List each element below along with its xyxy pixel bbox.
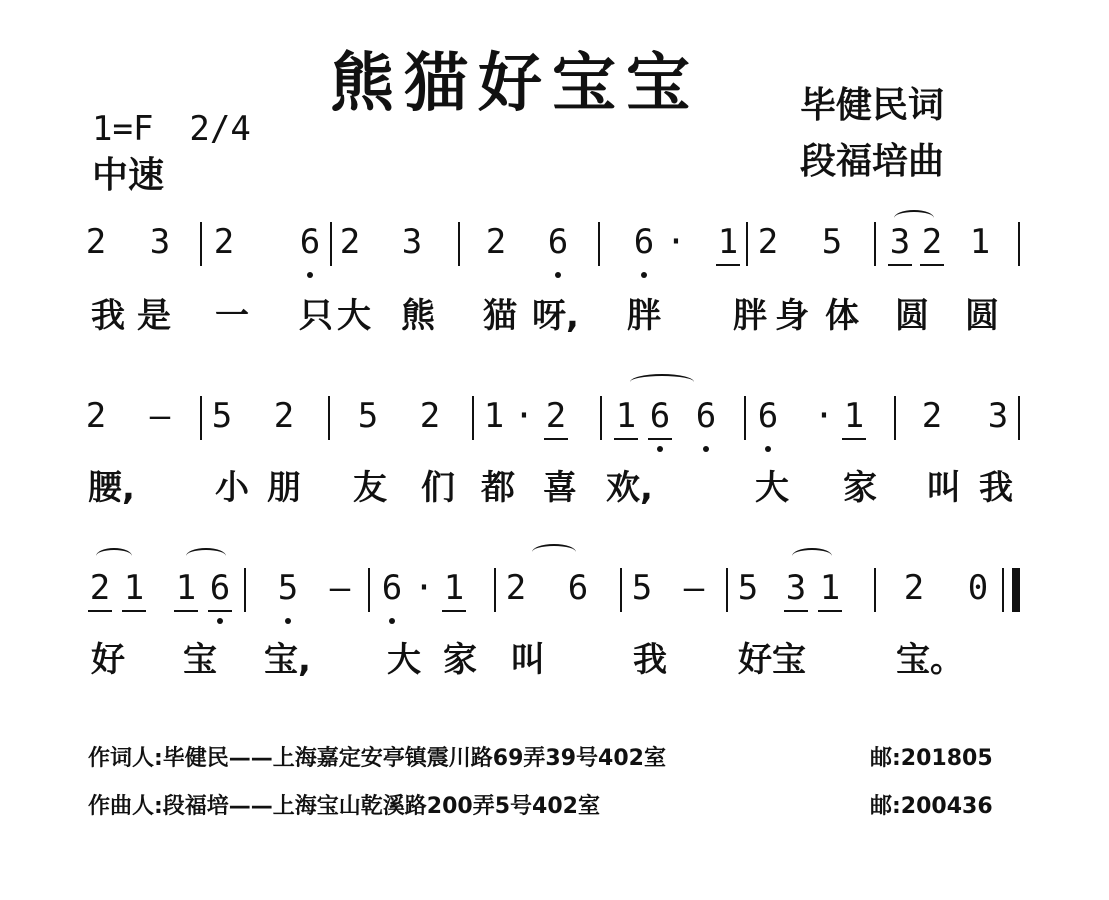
- note: 1: [838, 396, 870, 436]
- barline: [726, 568, 728, 612]
- lyric: 呀,: [532, 296, 579, 336]
- note: 3: [884, 222, 916, 262]
- note: 6: [644, 396, 676, 436]
- note: 2: [903, 568, 925, 608]
- barline: [330, 222, 332, 266]
- barline: [600, 396, 602, 440]
- lyric: 欢,: [606, 468, 653, 508]
- final-barline-thick: [1012, 568, 1020, 612]
- note-dot: ·: [665, 222, 687, 262]
- dash: —: [149, 396, 171, 436]
- note: 6: [294, 222, 326, 262]
- note: 2: [419, 396, 441, 436]
- note: 5: [737, 568, 759, 608]
- note: 0: [967, 568, 989, 608]
- note: 2: [213, 222, 235, 262]
- note: 2: [485, 222, 507, 262]
- lyric: 宝: [183, 640, 217, 680]
- lyric: 胖: [627, 296, 661, 336]
- note: 3: [987, 396, 1009, 436]
- lyric: 大: [337, 296, 371, 336]
- barline: [598, 222, 600, 266]
- lyric: 们: [421, 468, 455, 508]
- note: 3: [149, 222, 171, 262]
- note: 6: [752, 396, 784, 436]
- note: 1: [814, 568, 846, 608]
- lyricist-credit: 毕健民词: [800, 85, 945, 126]
- note: 5: [272, 568, 304, 608]
- lyricist-address: 作词人:毕健民——上海嘉定安亭镇震川路69弄39号402室: [88, 746, 666, 771]
- dash: —: [329, 568, 351, 608]
- barline: [744, 396, 746, 440]
- barline: [244, 568, 246, 612]
- composer-address: 作曲人:段福培——上海宝山乾溪路200弄5号402室: [88, 794, 600, 819]
- barline: [472, 396, 474, 440]
- lyric: 一: [215, 296, 249, 336]
- lyric: 我: [633, 640, 667, 680]
- slur: [792, 548, 832, 564]
- barline: [200, 396, 202, 440]
- lyric: 是: [137, 296, 171, 336]
- lyric: 叫: [927, 468, 961, 508]
- note: 2: [757, 222, 779, 262]
- slur: [96, 548, 132, 564]
- note: 2: [273, 396, 295, 436]
- barline: [458, 222, 460, 266]
- barline: [1018, 396, 1020, 440]
- slur: [186, 548, 226, 564]
- lyric: 大: [755, 468, 789, 508]
- lyric: 圆: [965, 296, 999, 336]
- lyric: 好宝: [738, 640, 806, 680]
- lyric: 家: [843, 468, 877, 508]
- lyric: 猫: [483, 296, 517, 336]
- note: 6: [204, 568, 236, 608]
- barline: [874, 568, 876, 612]
- note: 1: [438, 568, 470, 608]
- lyric: 我: [979, 468, 1013, 508]
- note: 2: [540, 396, 572, 436]
- note: 6: [690, 396, 722, 436]
- key-and-time-signature: [92, 109, 251, 149]
- note: 5: [631, 568, 653, 608]
- key-signature: 1=F: [92, 109, 154, 149]
- note: 5: [211, 396, 233, 436]
- dash: —: [683, 568, 705, 608]
- lyric: 喜: [543, 468, 577, 508]
- tempo-marking: 中速: [92, 155, 165, 196]
- slur: [630, 374, 694, 390]
- slur: [532, 544, 576, 560]
- note-dot: ·: [413, 568, 435, 608]
- barline: [746, 222, 748, 266]
- lyric: 都: [481, 468, 515, 508]
- barline: [328, 396, 330, 440]
- lyrics-line-1: [0, 296, 1109, 386]
- note: 2: [921, 396, 943, 436]
- barline: [894, 396, 896, 440]
- barline: [368, 568, 370, 612]
- lyric: 叫: [511, 640, 545, 680]
- note: 3: [401, 222, 423, 262]
- note: 6: [376, 568, 408, 608]
- lyric: 家: [443, 640, 477, 680]
- note: 6: [567, 568, 589, 608]
- song-title: 熊猫好宝宝: [330, 47, 700, 121]
- lyric: 友: [353, 468, 387, 508]
- final-barline-thin: [1002, 568, 1004, 612]
- note: 6: [542, 222, 574, 262]
- note: 2: [339, 222, 361, 262]
- note: 2: [85, 396, 107, 436]
- note: 1: [969, 222, 991, 262]
- lyric: 宝,: [264, 640, 311, 680]
- barline: [1018, 222, 1020, 266]
- note: 3: [780, 568, 812, 608]
- note: 5: [357, 396, 379, 436]
- note-dot: ·: [813, 396, 835, 436]
- note-dot: ·: [513, 396, 535, 436]
- note: 2: [85, 222, 107, 262]
- lyric: 宝。: [896, 640, 964, 680]
- composer-postcode: 邮:200436: [870, 794, 993, 819]
- note: 2: [916, 222, 948, 262]
- composer-credit: 段福培曲: [800, 141, 945, 182]
- lyric: 腰,: [88, 468, 135, 508]
- lyricist-postcode: 邮:201805: [870, 746, 993, 771]
- lyric: 体: [825, 296, 859, 336]
- lyric: 胖: [733, 296, 767, 336]
- barline: [494, 568, 496, 612]
- lyric: 我: [91, 296, 125, 336]
- note: 1: [118, 568, 150, 608]
- lyric: 大: [387, 640, 421, 680]
- barline: [200, 222, 202, 266]
- note: 1: [610, 396, 642, 436]
- note: 2: [84, 568, 116, 608]
- note: 2: [505, 568, 527, 608]
- lyrics-line-3: [0, 640, 1109, 730]
- note: 1: [712, 222, 744, 262]
- barline: [874, 222, 876, 266]
- note: 1: [170, 568, 202, 608]
- lyric: 熊: [401, 296, 435, 336]
- note: 5: [821, 222, 843, 262]
- barline: [620, 568, 622, 612]
- time-signature: 2/4: [189, 109, 251, 149]
- lyric: 小: [215, 468, 249, 508]
- lyric: 只: [299, 296, 333, 336]
- note: 1: [483, 396, 505, 436]
- lyric: 好: [91, 640, 125, 680]
- lyric: 身: [775, 296, 809, 336]
- lyric: 朋: [267, 468, 301, 508]
- lyric: 圆: [895, 296, 929, 336]
- note: 6: [628, 222, 660, 262]
